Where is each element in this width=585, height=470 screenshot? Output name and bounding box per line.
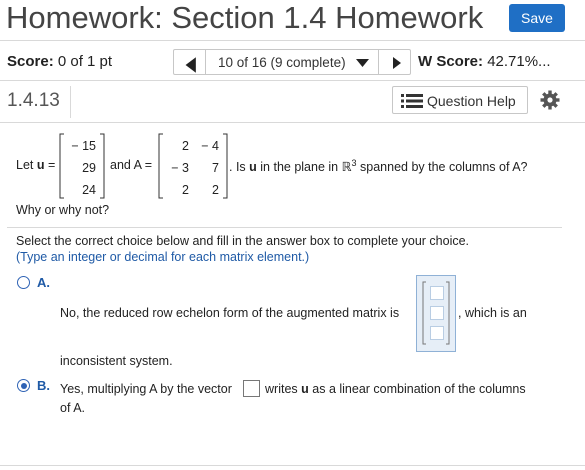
problem-let: Let u = — [16, 158, 56, 172]
choice-a-letter: A. — [37, 275, 50, 290]
previous-question-icon[interactable] — [183, 56, 201, 74]
problem-question: . Is u in the plane in ℝ$^3$ spanned by the columns of A? — [229, 158, 528, 175]
choice-b-line2: of A. — [60, 401, 86, 415]
matrix-entry-input[interactable] — [430, 326, 444, 340]
choice-a-radio[interactable] — [17, 276, 30, 289]
save-button[interactable]: Save — [509, 4, 565, 32]
a-entry: − 4 — [201, 139, 219, 153]
page-title: Homework: Section 1.4 Homework — [6, 0, 484, 35]
divider — [70, 86, 71, 118]
choice-b-letter: B. — [37, 378, 50, 393]
vector-answer-input[interactable] — [243, 380, 260, 397]
caret-down-icon[interactable] — [356, 58, 369, 68]
a-entry: 2 — [182, 139, 189, 153]
matrix-entry-input[interactable] — [430, 286, 444, 300]
problem-why: Why or why not? — [16, 203, 110, 217]
divider — [0, 40, 585, 41]
homework-score: W Score: 42.71%... — [418, 53, 551, 70]
choice-b-radio[interactable] — [17, 379, 30, 392]
a-entry: − 3 — [171, 161, 189, 175]
u-entry: 29 — [82, 161, 96, 175]
divider — [0, 465, 585, 466]
a-entry: 7 — [212, 161, 219, 175]
question-help-label: Question Help — [427, 93, 516, 109]
instruction-hint: (Type an integer or decimal for each matrix element.) — [16, 250, 310, 264]
choice-b-text-post: writes u as a linear combination of the columns — [265, 382, 526, 396]
choice-a-line2: inconsistent system. — [60, 354, 173, 368]
divider — [378, 50, 379, 74]
instruction-text: Select the correct choice below and fill in the answer box to complete your choice. — [16, 234, 470, 248]
question-selector[interactable]: 10 of 16 (9 complete) — [218, 55, 346, 70]
gear-icon[interactable] — [540, 90, 560, 110]
divider — [7, 227, 562, 228]
next-question-icon[interactable] — [391, 56, 403, 70]
divider — [0, 80, 585, 81]
a-entry: 2 — [212, 183, 219, 197]
list-icon — [401, 93, 423, 109]
problem-and-a: and A = — [110, 158, 153, 172]
score: Score: 0 of 1 pt — [7, 53, 113, 70]
matrix-entry-input[interactable] — [430, 306, 444, 320]
divider — [205, 50, 206, 74]
choice-a-text-post: , which is an — [458, 306, 527, 320]
choice-a-text: No, the reduced row echelon form of the augmented matrix is — [60, 306, 400, 320]
question-number: 1.4.13 — [7, 90, 60, 111]
a-entry: 2 — [182, 183, 189, 197]
choice-b-text: Yes, multiplying A by the vector — [60, 382, 232, 396]
divider — [0, 122, 585, 123]
u-entry: 24 — [82, 183, 96, 197]
u-entry: − 15 — [71, 139, 96, 153]
